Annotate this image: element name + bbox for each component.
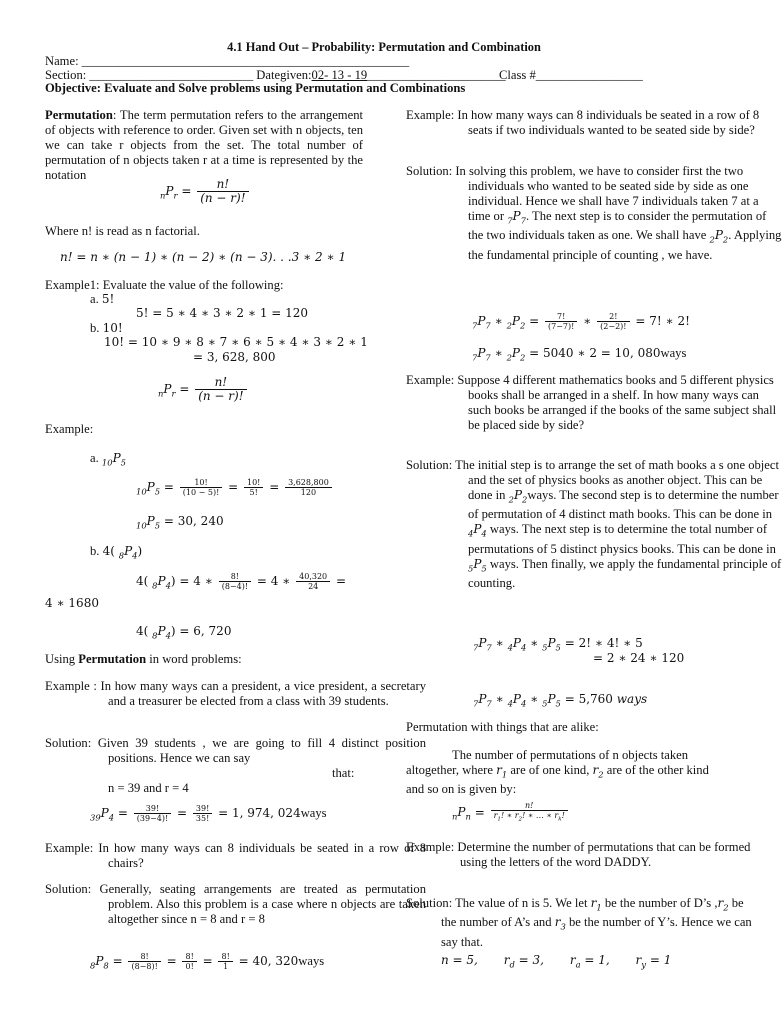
example-a-calc: $_{10}P_5$ = $\frac{10!}{(10 - 5)!}$ = $\frac{10!}{5!}$ = $\frac{3,628,800}{120}$ xyxy=(136,478,334,499)
example-president: Example : In how many ways can a president, a vice president, a secretary and a treasurer be elected from a class with 39 students. xyxy=(45,679,426,708)
example-books: Example: Suppose 4 different mathematics books and 5 different physics books shall be arranged in a shelf. In how many ways can such books be arranged if the books of the same subject shall be placed side by side? xyxy=(406,373,777,432)
section-label: Section: __________________________ Dategiven: xyxy=(45,68,312,82)
solution-seating: Solution: Generally, seating arrangements are treated as permutation problem. Also this problem is a case where n objects are taken altogether since n = 8 and r = 8 xyxy=(45,882,426,926)
handout-title: 4.1 Hand Out – Probability: Permutation and Combination xyxy=(227,40,541,54)
side-by-side-calc: $_7P_7$ ∗ $_2P_2$ = $\frac{7!}{(7-7)!}$ ∗ $\frac{2!}{(2-2)!}$ = 7! ∗ 2! xyxy=(472,312,690,331)
solution-daddy: Solution: The value of n is 5. We let $r_1$ be the number of D’s $,r_2$ be the number of A’s and $r_3$ be the number of Y’s. Hence we can say that. xyxy=(406,896,752,949)
example-b-result: 4( $_8P_4) = 6$, 720 xyxy=(136,624,232,641)
seating-calc: $_8P_8$ = $\frac{8!}{(8-8)!}$ = $\frac{8!}{0!}$ = $\frac{8!}{1}$ = 40, 320ways xyxy=(90,952,325,971)
npr-formula-1: $_nP_r$ = $\frac{n!}{(n - r)!}$ xyxy=(160,178,251,205)
example-b-calc: 4( $_8P_4) = 4$ ∗ $\frac{8!}{(8-4)!}$ = 4 ∗ $\frac{40,320}{24}$ = xyxy=(136,572,347,591)
example-a-result: $_{10}P_5 = 30$, 240 xyxy=(136,514,224,531)
objective: Objective: Evaluate and Solve problems using Permutation and Combinations xyxy=(45,81,466,95)
example-a: a. $_{10}P_5$ xyxy=(90,451,126,468)
solution-books: Solution: The initial step is to arrange the set of math books a s one object and the set of physics books as another object. This can be done in $_2P_2ways$. The second step is to determine the number of permutation of 4 distinct math books. This can be done in $_4P_4$ ways. The next step is to determine the total number of permutations of 5 distinct physics books. This can be done in $_5P_5$ ways. Then finally, we apply the fundamental principle of counting. xyxy=(406,458,782,591)
example-side-by-side: Example: In how many ways can 8 individuals be seated in a row of 8 seats if two individuals wanted to be seated side by side? xyxy=(406,108,760,137)
alike-formula: $_nP_n$ = $\frac{n!}{r_1! ∗ r_2! ∗ \dots ∗ r_k!}$ xyxy=(452,801,570,825)
using-permutation-heading: Using Permutation in word problems: xyxy=(45,652,242,666)
example1-a: a. 5! xyxy=(90,292,115,306)
where-factorial: Where n! is read as n factorial. xyxy=(45,224,200,238)
alike-text: The number of permutations of n objects taken altogether, where $r_1$ are of one kind, $r_2$ are of the other kind and so on is given by: xyxy=(406,748,709,797)
example-b: b. 4( $_8P_4$) xyxy=(90,544,143,561)
class-line: Class #_________________ xyxy=(499,68,643,82)
permutation-definition xyxy=(45,108,363,183)
example1-a-value: 5! xyxy=(101,292,115,306)
side-by-side-result: $_7P_7$ ∗ $_2P_2 = 5040$ ∗ 2 = 10, 080ways xyxy=(472,346,687,363)
example-label: Example: xyxy=(45,422,94,436)
daddy-values: n = 5, $r_d = 3$, $r_a = 1$, $r_y = 1$ xyxy=(441,953,672,970)
books-result: $_7P_7$ ∗ $_4P_4$ ∗ $_5P_5 = 5,760$ ways xyxy=(473,692,648,709)
date-given: 02- 13 - 19 xyxy=(311,68,368,82)
example1-a-expansion: 5! = 5 ∗ 4 ∗ 3 ∗ 2 ∗ 1 = 120 xyxy=(136,306,309,320)
factorial-formula: n! = n ∗ (n − 1) ∗ (n − 2) ∗ (n − 3). . .3 ∗ 2 ∗ 1 xyxy=(60,250,347,264)
solution-president-that: that: xyxy=(332,766,355,780)
example-seating: Example: In how many ways can 8 individuals be seated in a row of 8 chairs? xyxy=(45,841,426,870)
example1-b-value: 10! xyxy=(102,321,123,335)
books-calc-2: = 2 ∗ 24 ∗ 120 xyxy=(593,651,685,665)
solution-side-by-side: Solution: In solving this problem, we have to consider first the two individuals who wanted to be seated side by side as one individual. Hence we shall have 7 individuals taken 7 at a time or $_7P_7$. The next step is to consider the permutation of the two individuals taken as one. We shall have $_2P_2$. Applying the fundamental principle of counting , we have. xyxy=(406,164,782,262)
example1-b-result: = 3, 628, 800 xyxy=(193,350,276,364)
example-daddy: Example: Determine the number of permutations that can be formed using the letters of the word DADDY. xyxy=(406,840,751,869)
date-line: ______________________ xyxy=(367,68,506,82)
section-line xyxy=(45,68,506,82)
example1-intro: Example1: Evaluate the value of the following: xyxy=(45,278,284,292)
president-calc: $_{39}P_4$ = $\frac{39!}{(39-4)!}$ = $\frac{39!}{35!}$ = 1, 974, 024ways xyxy=(90,804,327,823)
solution-president: Solution: Given 39 students , we are going to fill 4 distinct position positions. Hence we can say xyxy=(45,736,426,765)
permutation-term: Permutation xyxy=(45,108,113,122)
example1-b-expansion: 10! = 10 ∗ 9 ∗ 8 ∗ 7 ∗ 6 ∗ 5 ∗ 4 ∗ 3 ∗ 2 ∗ 1 xyxy=(104,335,368,349)
books-calc: $_7P_7$ ∗ $_4P_4$ ∗ $_5P_5 = 2$! ∗ 4! ∗ 5 xyxy=(473,636,643,653)
npr-formula-2: $_nP_r$ = $\frac{n!}{(n - r)!}$ xyxy=(158,376,249,403)
example-b-line2: 4 ∗ 1680 xyxy=(45,596,99,610)
alike-heading: Permutation with things that are alike: xyxy=(406,720,599,734)
permutation-text: : The term permutation refers to the arrangement of objects with reference to order. Given set with n objects, ten we can take r objects from the set. The total number of permutation of n objects taken r at a time is represented by the notation xyxy=(45,108,363,182)
example1-b: b. 10! xyxy=(90,321,123,335)
solution-president-values: n = 39 and r = 4 xyxy=(108,781,189,795)
name-line: Name: ____________________________________________________ xyxy=(45,54,410,68)
